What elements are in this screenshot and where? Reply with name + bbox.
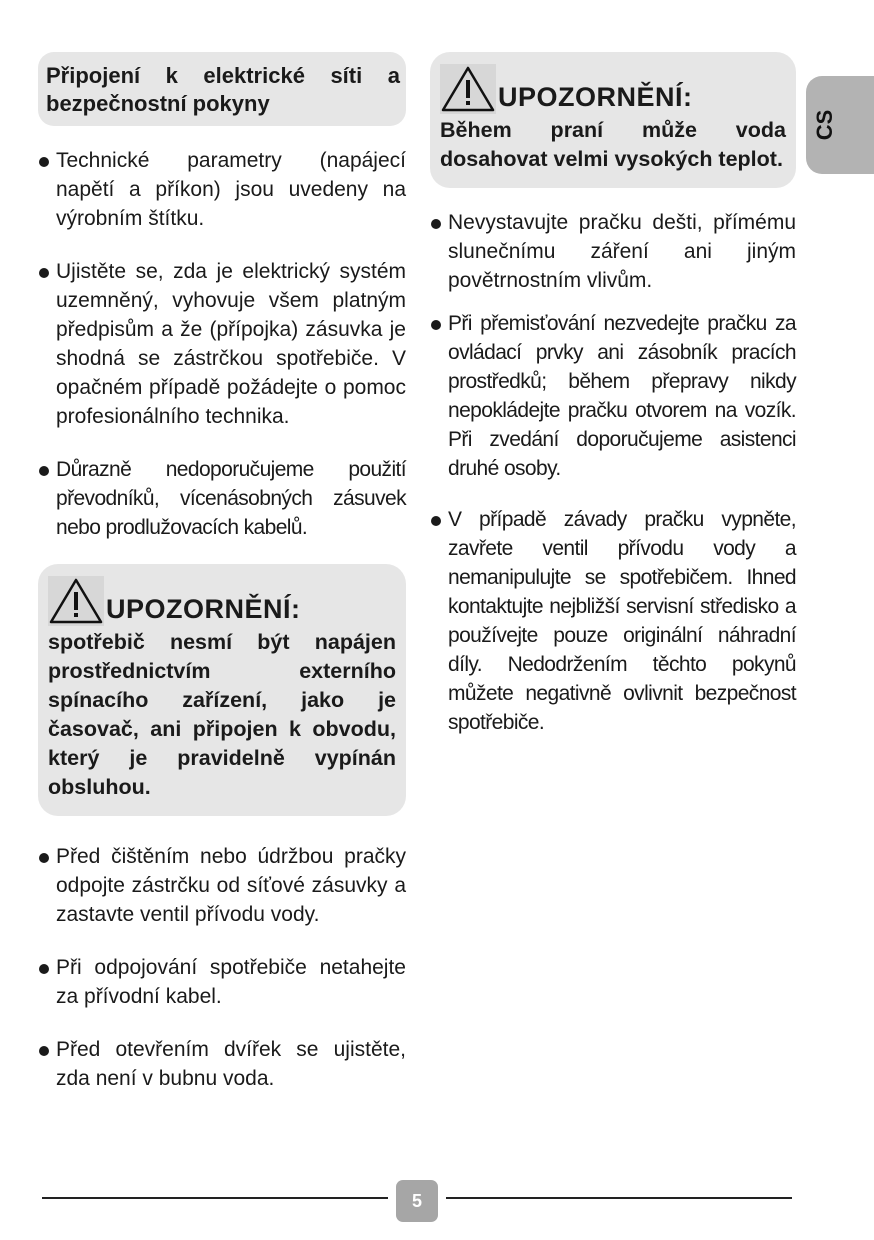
- list-item-text: Nevystavujte pračku dešti, přímému slunečnímu záření ani jiným povětrnostním vlivům.: [448, 211, 796, 292]
- left-column: [38, 52, 406, 1093]
- list-item: [38, 455, 406, 542]
- warning-header: [440, 62, 786, 114]
- warning-box: [430, 52, 796, 188]
- page-number: 5: [396, 1180, 438, 1222]
- bullet-dot-icon: [39, 268, 49, 278]
- bullet-dot-icon: [39, 964, 49, 974]
- list-item: [38, 1035, 406, 1093]
- list-item: [430, 309, 796, 483]
- bullet-list-bottom: [38, 842, 406, 1093]
- warning-triangle-icon: [440, 64, 496, 114]
- warning-header: [48, 574, 396, 626]
- list-item-text: Ujistěte se, zda je elektrický systém uzemněný, vyhovuje všem platným předpisům a že (přípojka) zásuvka je shodná se zástrčkou spotřebiče. V opačném případě požádejte o pomoc profesionálního technika.: [56, 260, 406, 428]
- list-item-text: V případě závady pračku vypněte, zavřete ventil přívodu vody a nemanipulujte se spotřebičem. Ihned kontaktujte nejbližší servisní středisko a používejte pouze originální náhradní díly. Nedodržením těchto pokynů můžete negativně ovlivnit bezpečnost spotřebiče.: [448, 508, 796, 734]
- list-item-text: Při přemisťování nezvedejte pračku za ovládací prvky ani zásobník pracích prostředků; během přepravy nikdy nepokládejte pračku otvorem na vozík. Při zvedání doporučujeme asistenci druhé osoby.: [448, 312, 796, 480]
- bullet-dot-icon: [39, 1046, 49, 1056]
- warning-text: spotřebič nesmí být napájen prostřednictvím externího spínacího zařízení, jako je časovač, ani připojen k obvodu, který je pravidelně vypínán obsluhou.: [48, 630, 396, 799]
- list-item-text: Technické parametry (napájecí napětí a příkon) jsou uvedeny na výrobním štítku.: [56, 149, 406, 230]
- language-tab: [806, 76, 874, 174]
- language-tab-label: CS: [812, 109, 837, 141]
- list-item-text: Před otevřením dvířek se ujistěte, zda není v bubnu voda.: [56, 1038, 406, 1090]
- list-item: [430, 208, 796, 295]
- footer-rule-left: [42, 1197, 388, 1199]
- warning-title: UPOZORNĚNÍ:: [106, 594, 301, 624]
- footer-rule-right: [446, 1197, 792, 1199]
- bullet-dot-icon: [39, 157, 49, 167]
- bullet-dot-icon: [431, 320, 441, 330]
- warning-title: UPOZORNĚNÍ:: [498, 82, 693, 112]
- list-item: [430, 505, 796, 737]
- warning-text: Během praní může voda dosahovat velmi vysokých teplot.: [440, 118, 786, 171]
- list-item-text: Před čištěním nebo údržbou pračky odpojte zástrčku od síťové zásuvky a zastavte ventil přívodu vody.: [56, 845, 406, 926]
- bullet-dot-icon: [39, 853, 49, 863]
- bullet-list-top: [38, 146, 406, 542]
- bullet-dot-icon: [431, 219, 441, 229]
- warning-box: [38, 564, 406, 816]
- list-item: [38, 146, 406, 233]
- list-item: [38, 257, 406, 431]
- list-item-text: Při odpojování spotřebiče netahejte za přívodní kabel.: [56, 956, 406, 1008]
- list-item-text: Důrazně nedoporučujeme použití převodníků, vícenásobných zásuvek nebo prodlužovacích kabelů.: [56, 458, 406, 539]
- bullet-dot-icon: [39, 466, 49, 476]
- list-item: [38, 953, 406, 1011]
- list-item: [38, 842, 406, 929]
- bullet-dot-icon: [431, 516, 441, 526]
- section-heading: Připojení k elektrické síti a bezpečnostní pokyny: [38, 52, 406, 126]
- right-column: [430, 52, 796, 737]
- warning-triangle-icon: [48, 576, 104, 626]
- bullet-list: [430, 208, 796, 737]
